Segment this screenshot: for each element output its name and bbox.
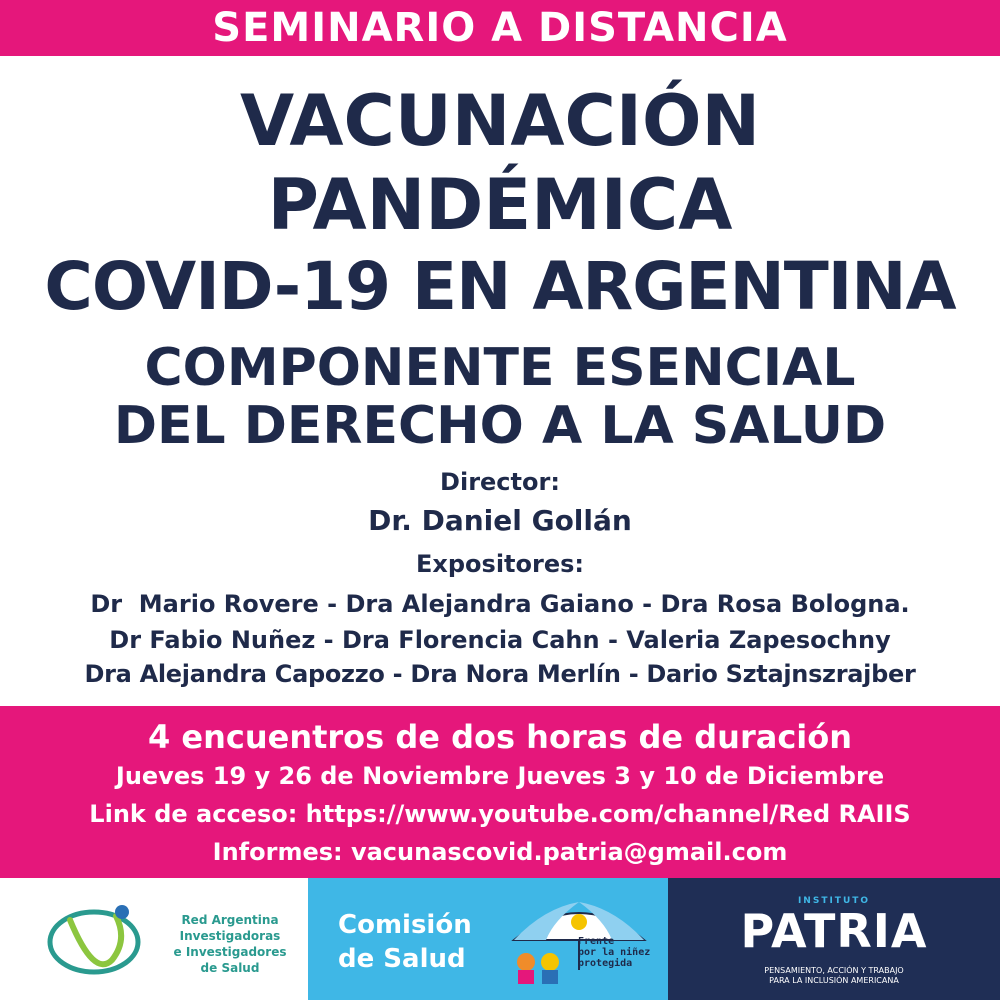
director-label: Director: xyxy=(440,468,560,496)
raiis-line: de Salud xyxy=(200,961,260,975)
banner-label: SEMINARIO A DISTANCIA xyxy=(212,5,788,51)
patria-sub-line: PENSAMIENTO, ACCIÓN Y TRABAJO xyxy=(764,966,904,975)
frente-line: por la niñez xyxy=(578,947,651,958)
link-text[interactable]: Link de acceso: https://www.youtube.com/channel/Red RAIIS xyxy=(89,800,911,828)
frente-label xyxy=(578,936,650,969)
title-line-3: COVID-19 EN ARGENTINA xyxy=(44,248,956,325)
patria-panel xyxy=(668,878,1000,1000)
patria-logo: PATRIA xyxy=(740,904,928,958)
expositores-label: Expositores: xyxy=(415,550,584,578)
encuentros-text: 4 encuentros de dos horas de duración xyxy=(147,718,853,756)
informes-text[interactable]: Informes: vacunascovid.patria@gmail.com xyxy=(212,838,788,866)
patria-sub-line: PARA LA INCLUSIÓN AMERICANA xyxy=(769,976,899,985)
details-block xyxy=(0,706,1000,878)
expositores-line: Dra Alejandra Capozzo - Dra Nora Merlín - Dario Sztajnszrajber xyxy=(84,660,916,688)
comision-line: de Salud xyxy=(338,944,466,974)
footer-logos xyxy=(0,878,1000,1000)
comision-label xyxy=(338,908,472,976)
subtitle-line-2: DEL DERECHO A LA SALUD xyxy=(113,396,887,456)
title-line-1: VACUNACIÓN xyxy=(239,80,761,162)
raiis-line: Investigadoras xyxy=(179,929,281,943)
title-line-2: PANDÉMICA xyxy=(267,164,733,246)
fechas-text: Jueves 19 y 26 de Noviembre Jueves 3 y 10 de Diciembre xyxy=(115,762,885,790)
comision-panel xyxy=(308,878,668,1000)
top-banner xyxy=(0,0,1000,56)
raiis-panel xyxy=(0,878,308,1000)
subtitle-line-1: COMPONENTE ESENCIAL xyxy=(144,338,856,398)
expositores-line: Dr Mario Rovere - Dra Alejandra Gaiano - Dra Rosa Bologna. xyxy=(90,590,910,618)
raiis-line: Red Argentina xyxy=(181,913,279,927)
raiis-name xyxy=(162,912,298,976)
director-name: Dr. Daniel Gollán xyxy=(368,504,632,537)
frente-line: Frente xyxy=(578,936,615,947)
patria-subtitle xyxy=(668,966,1000,986)
expositores-line: Dr Fabio Nuñez - Dra Florencia Cahn - Valeria Zapesochny xyxy=(109,626,891,654)
raiis-logo-icon xyxy=(42,900,152,980)
comision-line: Comisión xyxy=(338,910,472,940)
raiis-line: e Investigadores xyxy=(173,945,287,959)
frente-line: protegida xyxy=(578,958,633,969)
patria-instituto: INSTITUTO xyxy=(797,896,871,906)
